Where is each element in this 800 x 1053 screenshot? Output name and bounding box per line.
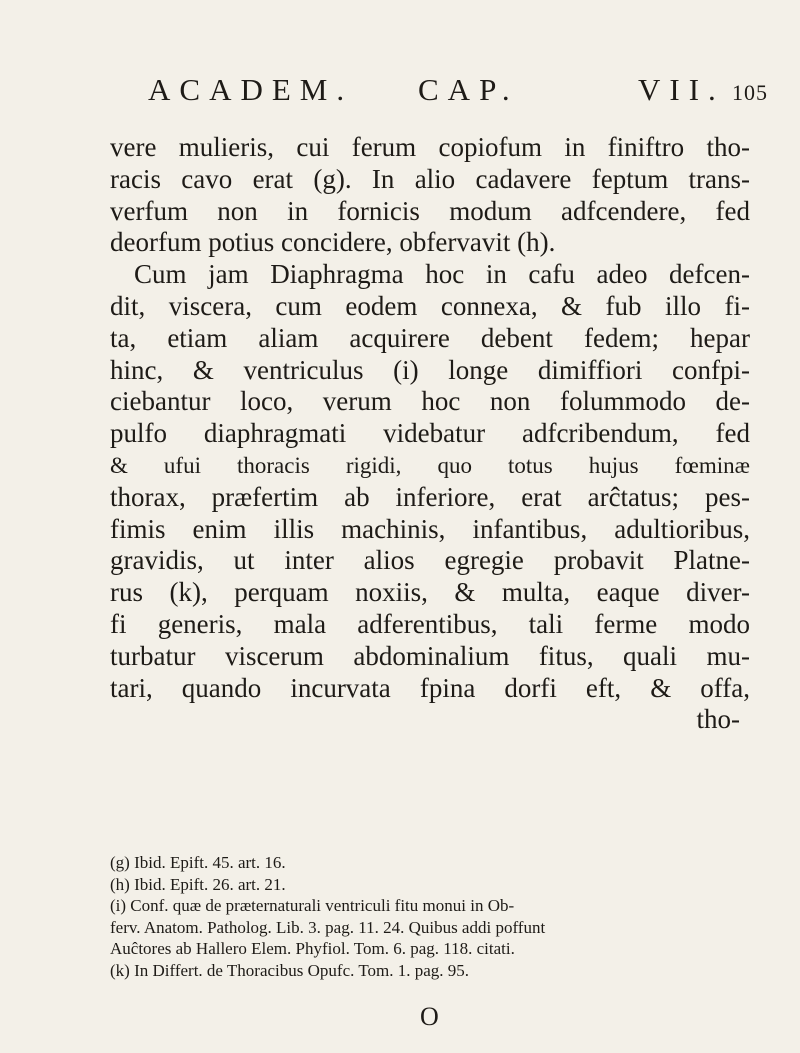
- footnote: (g) Ibid. Epift. 45. art. 16.: [110, 853, 286, 872]
- text-line: turbatur viscerum abdominalium fitus, quali mu-: [110, 640, 750, 671]
- text-line: thorax, præfertim ab inferiore, erat arĉtatus; pes-: [110, 481, 750, 512]
- text-line: rus (k), perquam noxiis, & multa, eaque diver-: [110, 577, 750, 608]
- page-number: 105: [732, 80, 768, 105]
- text-line: Cum jam Diaphragma hoc in cafu adeo defcen-: [134, 259, 750, 290]
- catchword: tho-: [696, 704, 740, 735]
- footnote-continuation: Auĉtores ab Hallero Elem. Phyfiol. Tom. 6. pag. 118. citati.: [110, 939, 515, 958]
- text-line: hinc, & ventriculus (i) longe dimiffiori confpi-: [110, 354, 750, 385]
- text-line: ta, etiam aliam acquirere debent fedem; hepar: [110, 322, 750, 353]
- running-header: [148, 72, 768, 112]
- footnotes: [110, 852, 750, 981]
- text-line: verfum non in fornicis modum adfcendere, fed: [110, 195, 750, 226]
- text-line: pulfo diaphragmati videbatur adfcribendum, fed: [110, 418, 750, 449]
- text-line: fimis enim illis machinis, infantibus, adultioribus,: [110, 513, 750, 544]
- text-line: fi generis, mala adferentibus, tali ferme modo: [110, 608, 750, 639]
- text-line: dit, viscera, cum eodem connexa, & fub illo fi-: [110, 290, 750, 321]
- text-line: & ufui thoracis rigidi, quo totus hujus fœminæ: [110, 452, 750, 478]
- main-text: [110, 132, 750, 736]
- text-line: ciebantur loco, verum hoc non folummodo de-: [110, 386, 750, 417]
- signature-mark: O: [420, 1002, 439, 1031]
- footnote: (k) In Differt. de Thoracibus Opufc. Tom. 1. pag. 95.: [110, 960, 470, 980]
- text-line: deorfum potius concidere, obfervavit (h).: [110, 227, 556, 258]
- text-line: tari, quando incurvata fpina dorfi eft, & offa,: [110, 672, 750, 703]
- footnote: (h) Ibid. Epift. 26. art. 21.: [110, 874, 286, 894]
- header-title: ACADEM.: [148, 72, 354, 107]
- header-chapter-number: VII.: [638, 72, 725, 107]
- text-line: gravidis, ut inter alios egregie probavit Platne-: [110, 545, 750, 576]
- footnote-continuation: ferv. Anatom. Patholog. Lib. 3. pag. 11. 24. Quibus addi poffunt: [110, 917, 546, 937]
- text-line: racis cavo erat (g). In alio cadavere feptum trans-: [110, 163, 750, 194]
- header-chapter: CAP.: [418, 72, 519, 107]
- text-line: vere mulieris, cui ferum copiofum in finiftro tho-: [110, 132, 750, 162]
- footnote: (i) Conf. quæ de præternaturali ventriculi fitu monui in Ob-: [110, 896, 515, 915]
